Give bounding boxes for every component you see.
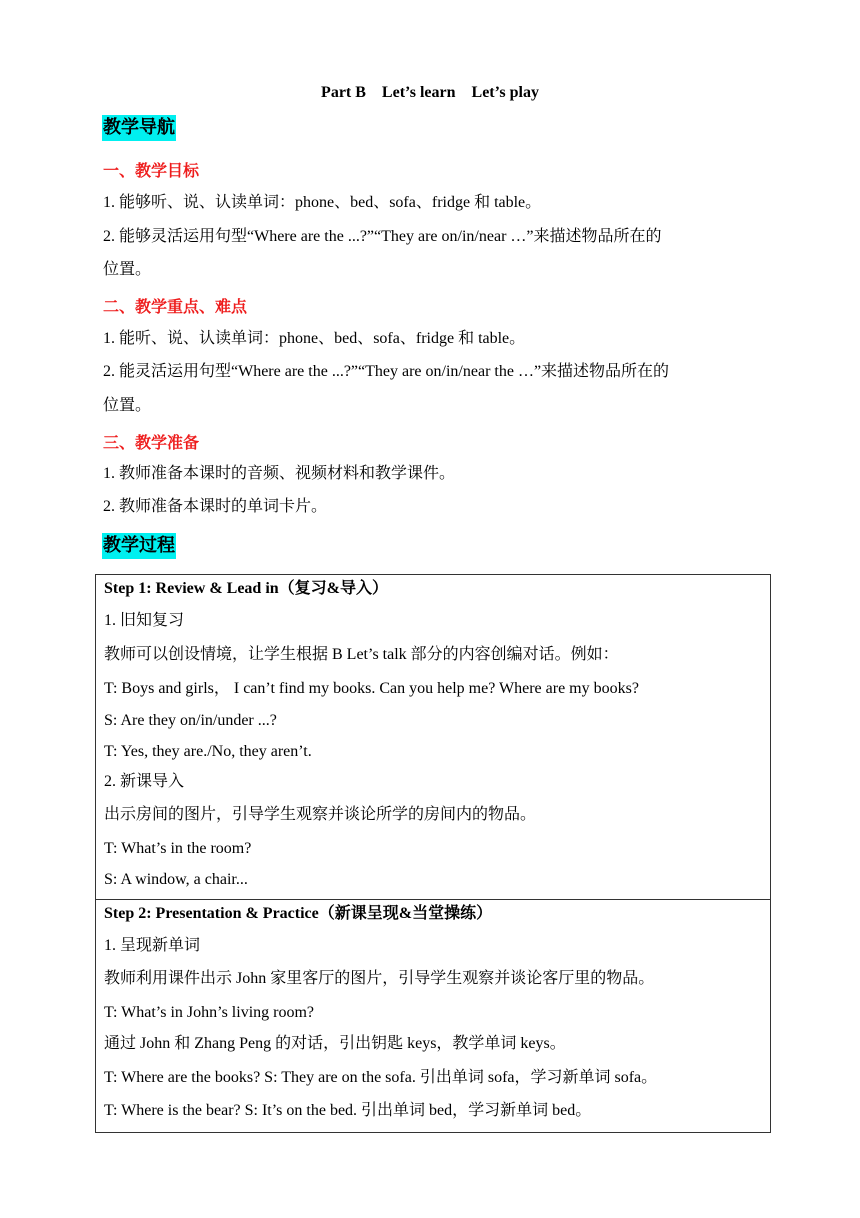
step2-title: Step 2: Presentation & Practice（新课呈现&当堂操练） (104, 905, 493, 922)
objectives-line: 2. 能够灵活运用句型“Where are the ...?”“They are on/in/near …”来描述物品所在的 (103, 228, 662, 245)
key-points-line: 位置。 (103, 397, 152, 414)
preparation-line: 2. 教师准备本课时的单词卡片。 (103, 498, 328, 515)
step2-line: 教师利用课件出示 John 家里客厅的图片，引导学生观察并谈论客厅里的物品。 (104, 970, 655, 987)
objectives-heading: 一、教学目标 (103, 161, 200, 180)
step2-line: T: Where is the bear? S: It’s on the bed. 引出单词 bed，学习新单词 bed。 (104, 1102, 592, 1119)
step1-line: T: Boys and girls， I can’t find my books. Can you help me? Where are my books? (104, 680, 639, 697)
step1-line: S: Are they on/in/under ...? (104, 712, 277, 729)
key-points-line: 1. 能听、说、认读单词：phone、bed、sofa、fridge 和 table。 (103, 330, 526, 347)
preparation-line: 1. 教师准备本课时的音频、视频材料和教学课件。 (103, 465, 456, 482)
step1-cell (95, 574, 771, 900)
step1-line: 教师可以创设情境，让学生根据 B Let’s talk 部分的内容创编对话。例如： (104, 646, 619, 663)
nav-heading: 教学导航 (102, 115, 176, 141)
preparation-heading: 三、教学准备 (103, 433, 200, 452)
lesson-title: Part B Let’s learn Let’s play (321, 84, 539, 101)
objectives-line: 1. 能够听、说、认读单词：phone、bed、sofa、fridge 和 table。 (103, 194, 542, 211)
step1-line: 2. 新课导入 (104, 773, 185, 790)
process-heading: 教学过程 (102, 533, 176, 559)
objectives-line: 位置。 (103, 261, 152, 278)
step1-line: 1. 旧知复习 (104, 612, 185, 629)
key-points-heading: 二、教学重点、难点 (103, 297, 248, 316)
step1-title: Step 1: Review & Lead in（复习&导入） (104, 580, 388, 597)
step1-line: 出示房间的图片，引导学生观察并谈论所学的房间内的物品。 (104, 806, 537, 823)
key-points-line: 2. 能灵活运用句型“Where are the ...?”“They are on/in/near the …”来描述物品所在的 (103, 363, 670, 380)
step2-line: T: What’s in John’s living room? (104, 1004, 315, 1021)
step1-line: T: What’s in the room? (104, 840, 252, 857)
step2-line: 1. 呈现新单词 (104, 937, 201, 954)
step2-line: T: Where are the books? S: They are on the sofa. 引出单词 sofa，学习新单词 sofa。 (104, 1069, 658, 1086)
step1-line: T: Yes, they are./No, they aren’t. (104, 743, 312, 760)
step2-cell (95, 899, 771, 1133)
step1-line: S: A window, a chair... (104, 871, 248, 888)
step2-line: 通过 John 和 Zhang Peng 的对话，引出钥匙 keys，教学单词 keys。 (104, 1035, 566, 1052)
